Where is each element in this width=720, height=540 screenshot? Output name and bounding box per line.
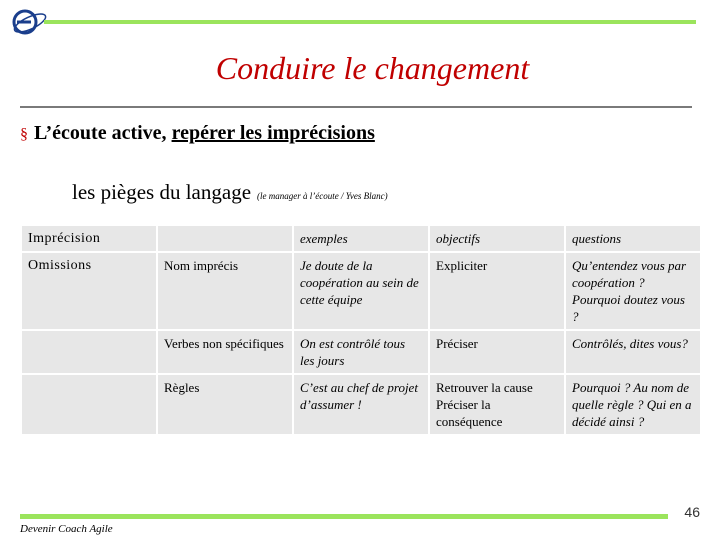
bullet-icon: § [20,126,28,143]
row-type: Verbes non spécifiques [157,330,293,374]
header-objectives: objectifs [429,225,565,252]
page-number: 46 [684,504,700,520]
subheading-main: les pièges du langage [72,180,252,204]
title-divider [20,106,692,108]
row-objective: Retrouver la cause Préciser la conséquence [429,374,565,435]
row-objective: Préciser [429,330,565,374]
row-objective: Expliciter [429,252,565,330]
header-imprecision: Imprécision [21,225,157,252]
row-question: Pourquoi ? Au nom de quelle règle ? Qui en a décidé ainsi ? [565,374,701,435]
slide-title: Conduire le changement [215,50,530,86]
header-empty [157,225,293,252]
table-row [21,374,701,435]
header-examples: exemples [293,225,429,252]
bullet-underlined: repérer les imprécisions [171,122,375,144]
imprecision-table [20,224,702,436]
subheading-source: (le manager à l’écoute / Yves Blanc) [257,191,388,201]
row-example: On est contrôlé tous les jours [293,330,429,374]
footer-text: Devenir Coach Agile [20,523,113,535]
row-example: Je doute de la coopération au sein de cette équipe [293,252,429,330]
header-questions: questions [565,225,701,252]
table-row [21,330,701,374]
row-category: Omissions [21,252,157,330]
subheading [72,180,388,205]
bottom-accent-bar [20,514,668,519]
row-question: Qu’entendez vous par coopération ? Pourquoi doutez vous ? [565,252,701,330]
bullet-prefix: L’écoute active, [34,122,172,144]
bullet-heading [20,122,375,145]
row-type: Règles [157,374,293,435]
table-row [21,252,701,330]
top-accent-bar [44,20,696,24]
row-example: C’est au chef de projet d’assumer ! [293,374,429,435]
table-header-row [21,225,701,252]
row-question: Contrôlés, dites vous? [565,330,701,374]
row-category [21,374,157,435]
company-logo-icon [8,6,48,40]
row-category [21,330,157,374]
row-type: Nom imprécis [157,252,293,330]
